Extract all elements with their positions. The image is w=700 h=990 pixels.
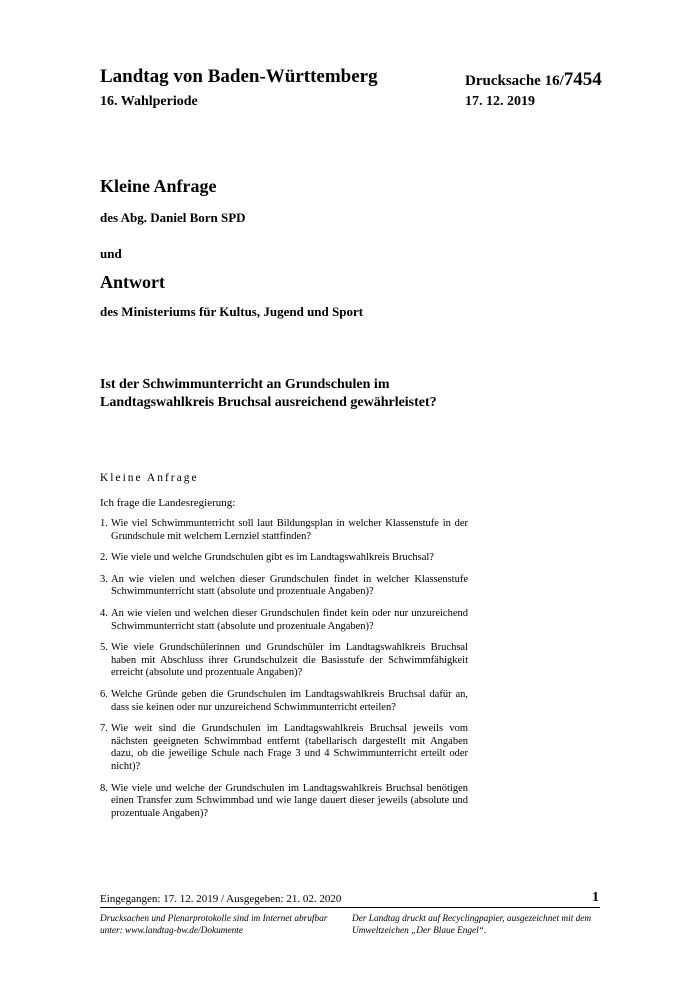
intro-text: Ich frage die Landesregierung: [100,497,236,509]
question-text: Wie viele und welche der Grundschulen im Landtagswahlkreis Bruchsal benötigen einen Transfer zum Schwimmbad und wie lange dauert dieser jeweils (absolute und prozentuale Angaben)? [111,782,468,819]
question-text: Wie weit sind die Grundschulen im Landtagswahlkreis Bruchsal jeweils vom nächsten geeigneten Schwimmbad entfernt (tabellarisch dargestellt mit Angaben dazu, ob die jeweilige Schule nach Frage 3 und 4 Schwimmunterricht erteilt oder nicht)? [111,723,468,772]
document-separator: / [559,73,564,89]
question-text: Wie viele und welche Grundschulen gibt es im Landtagswahlkreis Bruchsal? [111,552,434,564]
question-item [100,723,468,773]
inquiry-author: des Abg. Daniel Born SPD [100,210,246,225]
question-number: 6. [100,688,108,700]
page-number: 1 [592,890,599,905]
question-number: 1. [100,518,108,529]
question-number: 3. [100,573,108,585]
section-title: Kleine Anfrage [100,472,199,484]
question-item [100,783,468,821]
question-number: 5. [100,642,108,654]
question-item [100,518,468,543]
subject-heading: Ist der Schwimmunterricht an Grundschulen im Landtagswahlkreis Bruchsal ausreichend gewährleistet? [100,377,437,410]
footer-divider [100,907,600,908]
document-prefix: Drucksache 16 [465,73,560,89]
question-item [100,608,468,633]
question-text: An wie vielen und welchen dieser Grundschulen findet kein oder nur unzureichend Schwimmunterricht statt (absolute und prozentuale Angaben)? [111,607,468,632]
document-date: 17. 12. 2019 [465,94,535,109]
footer-note-internet: Drucksachen und Plenarprotokolle sind im Internet abrufbar unter: www.landtag-bw.de/Dokumente [100,914,328,936]
question-item [100,552,468,565]
inquiry-title: Kleine Anfrage [100,176,217,196]
question-item [100,689,468,714]
question-text: Wie viele Grundschülerinnen und Grundschüler im Landtagswahlkreis Bruchsal haben mit Abschluss ihrer Grundschulzeit die Basisstufe der Schwimmfähigkeit erreicht (absolute und prozentuale Angaben)? [111,642,468,679]
answer-author: des Ministeriums für Kultus, Jugend und Sport [100,304,364,319]
question-list [100,518,468,829]
received-issued-dates: Eingegangen: 17. 12. 2019 / Ausgegeben: 21. 02. 2020 [100,893,342,905]
question-item [100,574,468,599]
question-item [100,642,468,680]
question-text: Welche Gründe geben die Grundschulen im Landtagswahlkreis Bruchsal dafür an, dass sie keinen oder nur unzureichend Schwimmunterricht erteilen? [111,688,468,713]
answer-title: Antwort [100,272,165,292]
question-number: 7. [100,723,108,735]
document-number-value: 7454 [563,69,602,90]
question-text: An wie vielen und welchen dieser Grundschulen findet in welcher Klassenstufe Schwimmunterricht statt (absolute und prozentuale Angaben)? [111,573,468,598]
footer-note-recycling: Der Landtag druckt auf Recyclingpapier, ausgezeichnet mit dem Umweltzeichen „Der Blaue Engel“. [352,914,592,936]
question-text: Wie viel Schwimmunterricht soll laut Bildungsplan in welcher Klassenstufe in der Grundschule mit welchem Lernziel stattfinden? [111,518,468,542]
legislative-period: 16. Wahlperiode [100,94,198,109]
question-number: 2. [100,552,108,564]
document-number [465,69,602,91]
question-number: 8. [100,782,108,794]
question-number: 4. [100,607,108,619]
parliament-name: Landtag von Baden-Württemberg [100,66,378,87]
and-label: und [100,246,122,261]
